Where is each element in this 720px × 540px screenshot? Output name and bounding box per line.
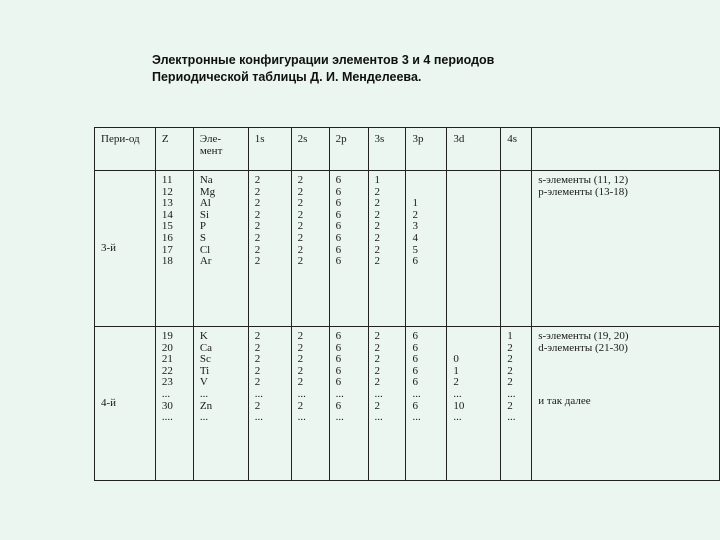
cell-value: Na [199,174,213,186]
period-4-label [95,327,156,481]
cell-value: 6 [335,353,342,366]
cell-value: 15 [161,220,173,233]
cell-value: 6 [335,185,342,198]
cell-value: 2 [297,330,304,342]
header-z [155,128,193,171]
period-3-note-p: p-элементы (13-18) [538,185,628,198]
period-3-3s-values [375,175,402,268]
configuration-table [94,127,720,481]
cell-value: 6 [335,231,342,244]
cell-value: 17 [161,243,173,256]
cell-value: 6 [412,364,418,377]
period-4-note-etc: и так далее [538,395,591,408]
header-2p-text: 2p [335,133,347,145]
cell-value: 2 [374,330,381,342]
period-4-3d-cell [447,327,501,481]
cell-value: ... [335,387,344,400]
cell-value: 2 [297,341,304,354]
period-4-4s-values [507,331,527,424]
cell-value: 6 [335,220,342,233]
cell-value: 2 [254,220,261,233]
title-line-1: Электронные конфигурации элементов 3 и 4 периодов [152,53,495,67]
cell-value: 6 [412,399,418,412]
cell-value: Эле- [199,133,221,145]
cell-value: 2 [297,376,304,389]
period-4-3s-cell [368,327,406,481]
cell-value: P [199,220,206,233]
cell-value: 2 [254,208,261,221]
cell-value: 2 [374,255,381,268]
period-3-z-cell [155,171,193,327]
period-3-notes-cell [532,171,720,327]
cell-value: 6 [335,399,342,412]
period-3-2s-values [298,175,325,268]
cell-value: 6 [335,330,342,342]
period-4-2s-values [298,331,325,424]
cell-value: 2 [297,399,304,412]
cell-value: ... [297,387,306,400]
cell-value: 5 [412,243,418,256]
header-3p-text: 3p [412,133,424,145]
period-4-3p-values [412,331,442,424]
cell-value: 2 [254,330,261,342]
cell-value: ... [507,387,516,400]
cell-value: 2 [254,353,261,366]
header-element-text [200,134,244,157]
period-4-3d-values [453,331,496,424]
period-3-element-values [200,175,244,268]
cell-value: ... [374,387,383,400]
cell-value: 6 [335,174,342,186]
cell-value: 1 [412,197,418,210]
cell-value: 2 [297,197,304,210]
cell-value: 30 [161,399,173,412]
period-3-label [95,171,156,327]
header-row [95,128,720,171]
cell-value: 2 [374,376,381,389]
cell-value: 20 [161,341,173,354]
cell-value: 2 [297,255,304,268]
cell-value: ... [254,387,264,400]
cell-value: 2 [453,376,459,389]
cell-value: 13 [161,197,173,210]
period-4-1s-values [255,331,287,424]
cell-value: 6 [335,208,342,221]
cell-value: ... [297,411,306,424]
header-2s-text: 2s [297,133,308,145]
period-3-element-cell [193,171,248,327]
period-3-2s-cell [291,171,329,327]
period-3-z-values [162,175,189,268]
cell-value: 2 [507,364,513,377]
period-4-element-values [200,331,244,424]
cell-value: 6 [335,243,342,256]
cell-value: 1 [374,174,381,186]
period-3-4s-cell [501,171,532,327]
title-line-2: Периодической таблицы Д. И. Менделеева. [152,70,422,84]
cell-value: 2 [297,353,304,366]
header-3d-text: 3d [453,133,465,145]
cell-value: ... [254,411,264,424]
cell-value: 2 [297,231,304,244]
cell-value: 1 [453,364,459,377]
header-element [193,128,248,171]
header-3p [406,128,447,171]
period-4-label-text: 4-й [101,397,117,410]
cell-value: Ti [199,364,210,377]
header-period-text: Пери-од [101,133,140,145]
cell-value: 2 [254,243,261,256]
cell-value: 2 [254,174,261,186]
cell-value: 18 [161,255,173,268]
cell-value: 2 [374,185,381,198]
cell-value: 2 [374,364,381,377]
cell-value: 2 [507,376,513,389]
cell-value: 2 [374,208,381,221]
cell-value: 2 [254,185,261,198]
cell-value: 2 [254,197,261,210]
period-3-2p-values [336,175,364,268]
cell-value: 2 [254,255,261,268]
period-4-2p-values [336,331,364,424]
period-3-3p-values [412,175,442,268]
cell-value: 2 [254,376,261,389]
header-period [95,128,156,171]
cell-value: 2 [374,231,381,244]
cell-value: 2 [297,220,304,233]
period-3-1s-values [255,175,287,268]
cell-value: ... [335,411,344,424]
cell-value: 2 [297,243,304,256]
cell-value: 2 [254,231,261,244]
period-4-2s-cell [291,327,329,481]
cell-value: 2 [297,208,304,221]
cell-value: ... [507,411,516,424]
cell-value: 3 [412,220,418,233]
cell-value: Mg [199,185,216,198]
period-4-3s-values [375,331,402,424]
cell-value: 6 [335,376,342,389]
period-3-1s-cell [248,171,291,327]
header-z-text: Z [161,133,169,145]
cell-value: 6 [335,255,342,268]
cell-value: 2 [297,185,304,198]
cell-value: 6 [412,255,418,268]
cell-value: 2 [254,364,261,377]
header-1s [248,128,291,171]
header-notes [532,128,720,171]
cell-value: Al [199,197,211,210]
cell-value: 10 [453,399,465,412]
cell-value: 2 [297,364,304,377]
cell-value: 11 [161,174,173,186]
cell-value: 14 [161,208,173,221]
cell-value: Ar [199,255,212,268]
cell-value: Si [199,208,210,221]
cell-value: 4 [412,231,418,244]
cell-value: ... [374,411,383,424]
cell-value: ... [453,387,462,400]
cell-value: 6 [335,341,342,354]
page-title [152,52,494,86]
cell-value [412,175,442,187]
cell-value: 2 [254,399,261,412]
period-4-z-values [162,331,189,424]
header-3d [447,128,501,171]
cell-value: 23 [161,376,173,389]
cell-value: 2 [412,208,418,221]
period-4-1s-cell [248,327,291,481]
header-4s-text: 4s [507,133,518,145]
period-3-3s-cell [368,171,406,327]
header-3s [368,128,406,171]
cell-value: 19 [161,330,173,342]
cell-value: ... [161,387,171,400]
period-4-z-cell [155,327,193,481]
cell-value: 2 [374,399,381,412]
cell-value: 0 [453,353,459,366]
period-4-3p-cell [406,327,447,481]
header-2s [291,128,329,171]
cell-value: 16 [161,231,173,244]
cell-value: мент [199,144,223,157]
cell-value: ... [453,411,462,424]
note-spacer [538,354,715,396]
cell-value: S [199,231,206,244]
cell-value: ... [412,411,421,424]
cell-value: .... [161,411,173,424]
period-4-note-s: s-элементы (19, 20) [538,330,629,342]
period-4-note-d: d-элементы (21-30) [538,341,628,354]
cell-value [453,331,496,343]
period-3-note-s: s-элементы (11, 12) [538,174,629,186]
period-3-3d-cell [447,171,501,327]
cell-value: 12 [161,185,173,198]
cell-value: Sc [199,353,211,366]
cell-value: Zn [199,399,213,412]
period-4-notes-cell [532,327,720,481]
period-4-4s-cell [501,327,532,481]
cell-value: 2 [507,353,513,366]
cell-value: Ca [199,341,213,354]
cell-value: 2 [297,174,304,186]
header-4s [501,128,532,171]
cell-value: ... [199,411,209,424]
cell-value: 2 [254,341,261,354]
cell-value: ... [199,387,209,400]
cell-value: ... [412,387,421,400]
period-3-3p-cell [406,171,447,327]
cell-value: 2 [507,399,513,412]
cell-value: 6 [335,197,342,210]
period-3-row [95,171,720,327]
cell-value: 6 [412,330,418,342]
period-4-2p-cell [329,327,368,481]
cell-value: 22 [161,364,173,377]
cell-value: 6 [335,364,342,377]
header-2p [329,128,368,171]
cell-value [453,343,496,355]
period-4-row [95,327,720,481]
cell-value: V [199,376,208,389]
cell-value: 2 [374,243,381,256]
cell-value: 6 [412,341,418,354]
header-3s-text: 3s [374,133,385,145]
period-3-2p-cell [329,171,368,327]
cell-value: 21 [161,353,173,366]
cell-value: 2 [374,197,381,210]
cell-value: 6 [412,376,418,389]
header-1s-text: 1s [254,133,265,145]
cell-value: 1 [507,330,513,342]
period-4-element-cell [193,327,248,481]
cell-value: 6 [412,353,418,366]
cell-value: Cl [199,243,211,256]
cell-value: 2 [507,341,513,354]
cell-value: 2 [374,341,381,354]
cell-value: 2 [374,220,381,233]
cell-value: K [199,330,208,342]
period-3-label-text: 3-й [101,242,117,255]
cell-value: 2 [374,353,381,366]
